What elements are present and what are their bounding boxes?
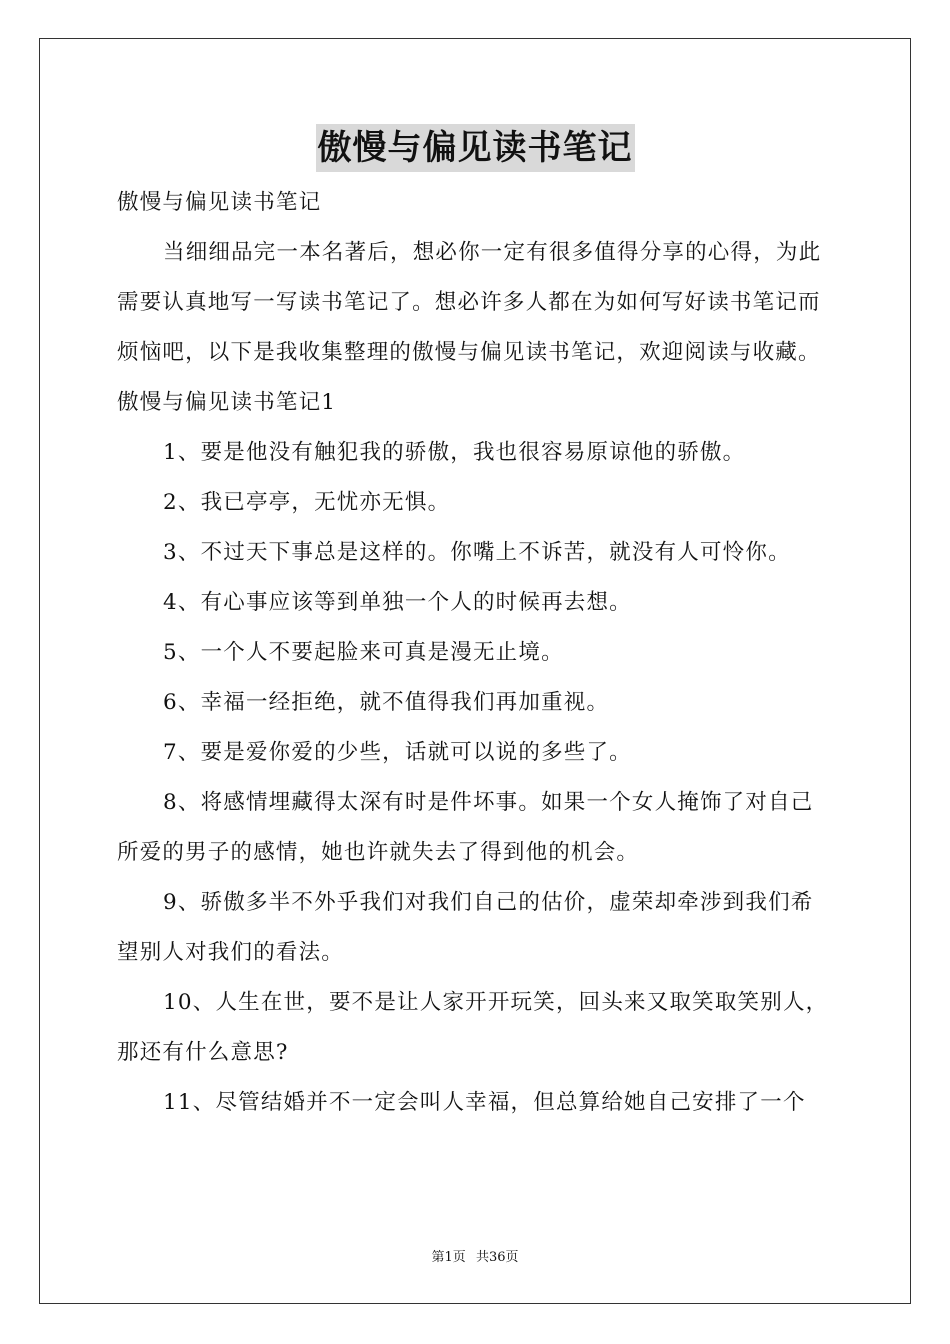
quote-item: 3、不过天下事总是这样的。你嘴上不诉苦，就没有人可怜你。	[163, 540, 791, 565]
quote-item: 1、要是他没有触犯我的骄傲，我也很容易原谅他的骄傲。	[163, 440, 746, 465]
section-heading: 傲慢与偏见读书笔记1	[117, 390, 337, 415]
quote-item: 10、人生在世，要不是让人家开开玩笑，回头来又取笑取笑别人，那还有什么意思?	[117, 990, 829, 1065]
quote-item: 9、骄傲多半不外乎我们对我们自己的估价，虚荣却牵涉到我们希望别人对我们的看法。	[117, 890, 814, 965]
quote-item: 5、一个人不要起脸来可真是漫无止境。	[163, 640, 564, 665]
page-footer	[0, 1246, 950, 1265]
quote-item: 6、幸福一经拒绝，就不值得我们再加重视。	[163, 690, 610, 715]
quote-item: 2、我已亭亭，无忧亦无惧。	[163, 490, 451, 515]
page-total: 共36页	[475, 1250, 519, 1265]
page-number: 第1页	[431, 1250, 466, 1265]
title-container	[0, 124, 950, 172]
intro-paragraph: 当细细品完一本名著后，想必你一定有很多值得分享的心得，为此需要认真地写一写读书笔记了。想必许多人都在为如何写好读书笔记而烦恼吧，以下是我收集整理的傲慢与偏见读书笔记，欢迎阅读与收藏。	[117, 240, 822, 365]
document-title: 傲慢与偏见读书笔记	[316, 124, 635, 172]
subtitle: 傲慢与偏见读书笔记	[117, 190, 322, 215]
quote-item: 4、有心事应该等到单独一个人的时候再去想。	[163, 590, 632, 615]
document-body	[117, 178, 833, 1128]
quote-item: 11、尽管结婚并不一定会叫人幸福，但总算给她自己安排了一个	[163, 1090, 806, 1115]
quote-item: 8、将感情埋藏得太深有时是件坏事。如果一个女人掩饰了对自己所爱的男子的感情，她也许就失去了得到他的机会。	[117, 790, 814, 865]
quote-item: 7、要是爱你爱的少些，话就可以说的多些了。	[163, 740, 632, 765]
